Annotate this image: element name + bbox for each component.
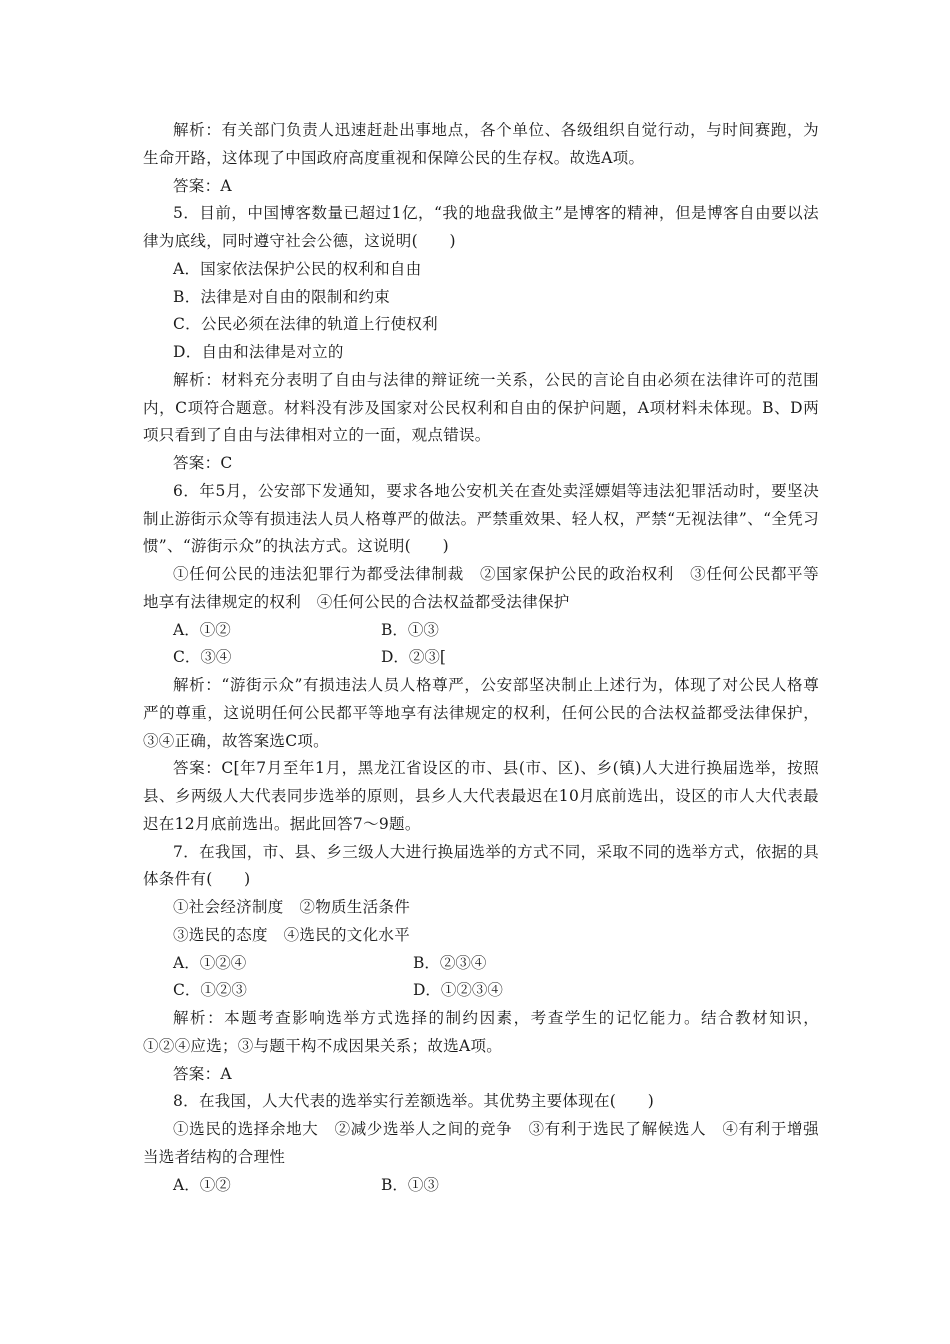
q7-option-c: C．①②③ xyxy=(173,981,247,1000)
document-page xyxy=(143,117,819,1199)
analysis-q4: 解析：有关部门负责人迅速赶赴出事地点，各个单位、各级组织自觉行动，与时间赛跑，为生命开路，这体现了中国政府高度重视和保障公民的生存权。故选A项。 xyxy=(143,121,819,167)
q7-options-row-1 xyxy=(143,950,819,978)
q7-statements-1: ①社会经济制度 ②物质生活条件 xyxy=(173,898,411,916)
q6-option-c: C．③④ xyxy=(173,648,232,667)
q6-options-row-1 xyxy=(143,617,819,645)
question-6: 6．年5月，公安部下发通知，要求各地公安机关在查处卖淫嫖娼等违法犯罪活动时，要坚决制止游街示众等有损违法人员人格尊严的做法。严禁重效果、轻人权，严禁“无视法律”、“全凭习惯”、“游街示众”的执法方式。这说明( ) xyxy=(143,481,819,556)
answer-q6-and-material: 答案：C[年7月至年1月，黑龙江省设区的市、县(市、区)、乡(镇)人大进行换届选举，按照县、乡两级人大代表同步选举的原则，县乡人大代表最迟在10月底前选出，设区的市人大代表最迟在12月底前选出。据此回答7～9题。 xyxy=(143,759,819,833)
q7-options-row-2 xyxy=(143,977,819,1005)
answer-q5: 答案：C xyxy=(173,454,233,472)
q5-option-a: A．国家依法保护公民的权利和自由 xyxy=(173,259,422,278)
q6-option-b: B．①③ xyxy=(381,620,439,639)
answer-q7: 答案：A xyxy=(173,1064,232,1083)
question-7: 7．在我国，市、县、乡三级人大进行换届选举的方式不同，采取不同的选举方式，依据的具体条件有( ) xyxy=(143,842,819,889)
q5-option-b: B．法律是对自由的限制和约束 xyxy=(173,287,391,306)
analysis-q7: 解析：本题考查影响选举方式选择的制约因素，考查学生的记忆能力。结合教材知识，①②④应选；③与题干构不成因果关系；故选A项。 xyxy=(143,1009,819,1055)
analysis-q6: 解析：“游街示众”有损违法人员人格尊严，公安部坚决制止上述行为，体现了对公民人格尊严的尊重，这说明任何公民都平等地享有法律规定的权利，任何公民的合法权益都受法律保护，③④正确，故答案选C项。 xyxy=(143,676,819,750)
q7-option-a: A．①②④ xyxy=(173,953,247,972)
q6-statements: ①任何公民的违法犯罪行为都受法律制裁 ②国家保护公民的政治权利 ③任何公民都平等地享有法律规定的权利 ④任何公民的合法权益都受法律保护 xyxy=(143,565,819,611)
q7-option-d: D．①②③④ xyxy=(413,981,503,1000)
q6-option-d: D．②③[ xyxy=(381,648,446,667)
q7-option-b: B．②③④ xyxy=(413,953,487,972)
q8-statements: ①选民的选择余地大 ②减少选举人之间的竞争 ③有利于选民了解候选人 ④有利于增强当选者结构的合理性 xyxy=(143,1120,819,1166)
q6-option-a: A．①② xyxy=(173,620,231,639)
analysis-q5: 解析：材料充分表明了自由与法律的辩证统一关系，公民的言论自由必须在法律许可的范围内，C项符合题意。材料没有涉及国家对公民权利和自由的保护问题，A项材料未体现。B、D两项只看到了自由与法律相对立的一面，观点错误。 xyxy=(143,370,819,445)
question-8: 8．在我国，人大代表的选举实行差额选举。其优势主要体现在( ) xyxy=(173,1092,655,1111)
q5-option-c: C．公民必须在法律的轨道上行使权利 xyxy=(173,315,438,334)
q6-options-row-2 xyxy=(143,644,819,672)
q8-option-a: A．①② xyxy=(173,1175,231,1194)
q7-statements-2: ③选民的态度 ④选民的文化水平 xyxy=(173,925,411,944)
q5-option-d: D．自由和法律是对立的 xyxy=(173,343,344,361)
answer-q4: 答案：A xyxy=(173,176,232,195)
q8-options-row-1 xyxy=(143,1172,819,1200)
question-5: 5．目前，中国博客数量已超过1亿，“我的地盘我做主”是博客的精神，但是博客自由要以法律为底线，同时遵守社会公德，这说明( ) xyxy=(143,204,819,250)
q8-option-b: B．①③ xyxy=(381,1175,439,1194)
